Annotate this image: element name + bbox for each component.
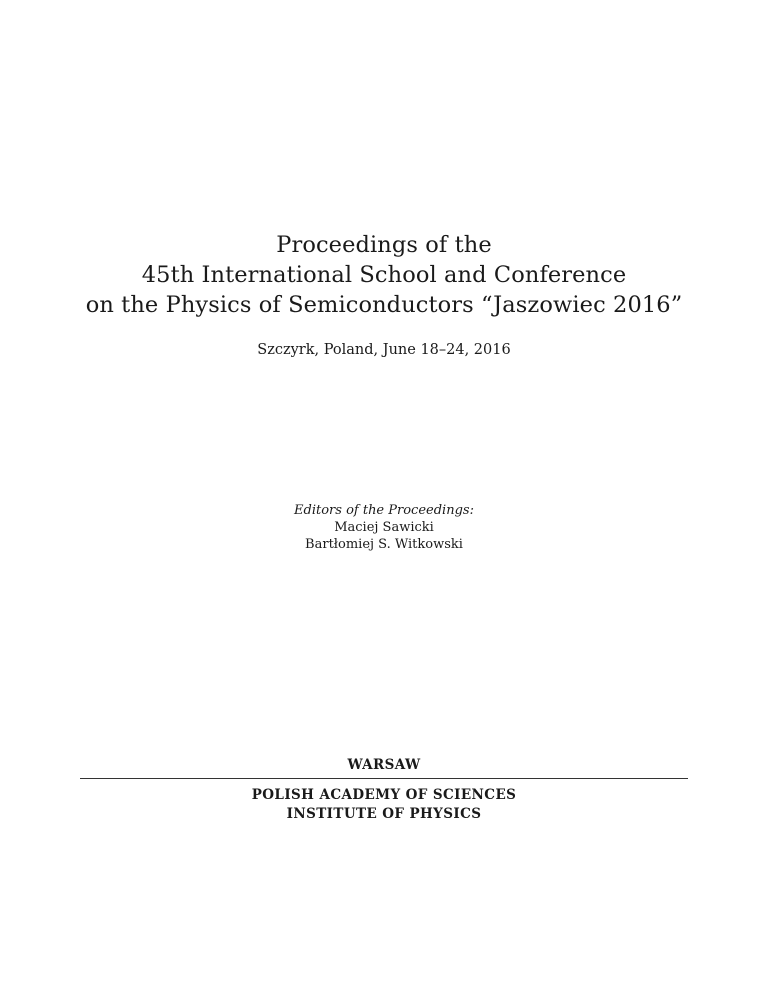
publisher-line: INSTITUTE OF PHYSICS: [286, 806, 482, 822]
editor-name: Maciej Sawicki: [334, 520, 434, 535]
editors-block: [0, 502, 768, 553]
title-line-1: Proceedings of the: [276, 232, 492, 258]
publisher-block: [0, 786, 768, 824]
title-line-2: 45th International School and Conference: [141, 262, 627, 288]
title-line-3: on the Physics of Semiconductors “Jaszowiec 2016”: [85, 292, 683, 318]
publisher-city: WARSAW: [347, 757, 421, 773]
editor-name: Bartłomiej S. Witkowski: [305, 537, 463, 552]
conference-location-date: Szczyrk, Poland, June 18–24, 2016: [257, 342, 511, 358]
editors-heading: Editors of the Proceedings:: [294, 503, 474, 518]
publisher-line: POLISH ACADEMY OF SCIENCES: [251, 787, 517, 803]
horizontal-rule: [80, 778, 688, 779]
proceedings-title: [0, 230, 768, 320]
